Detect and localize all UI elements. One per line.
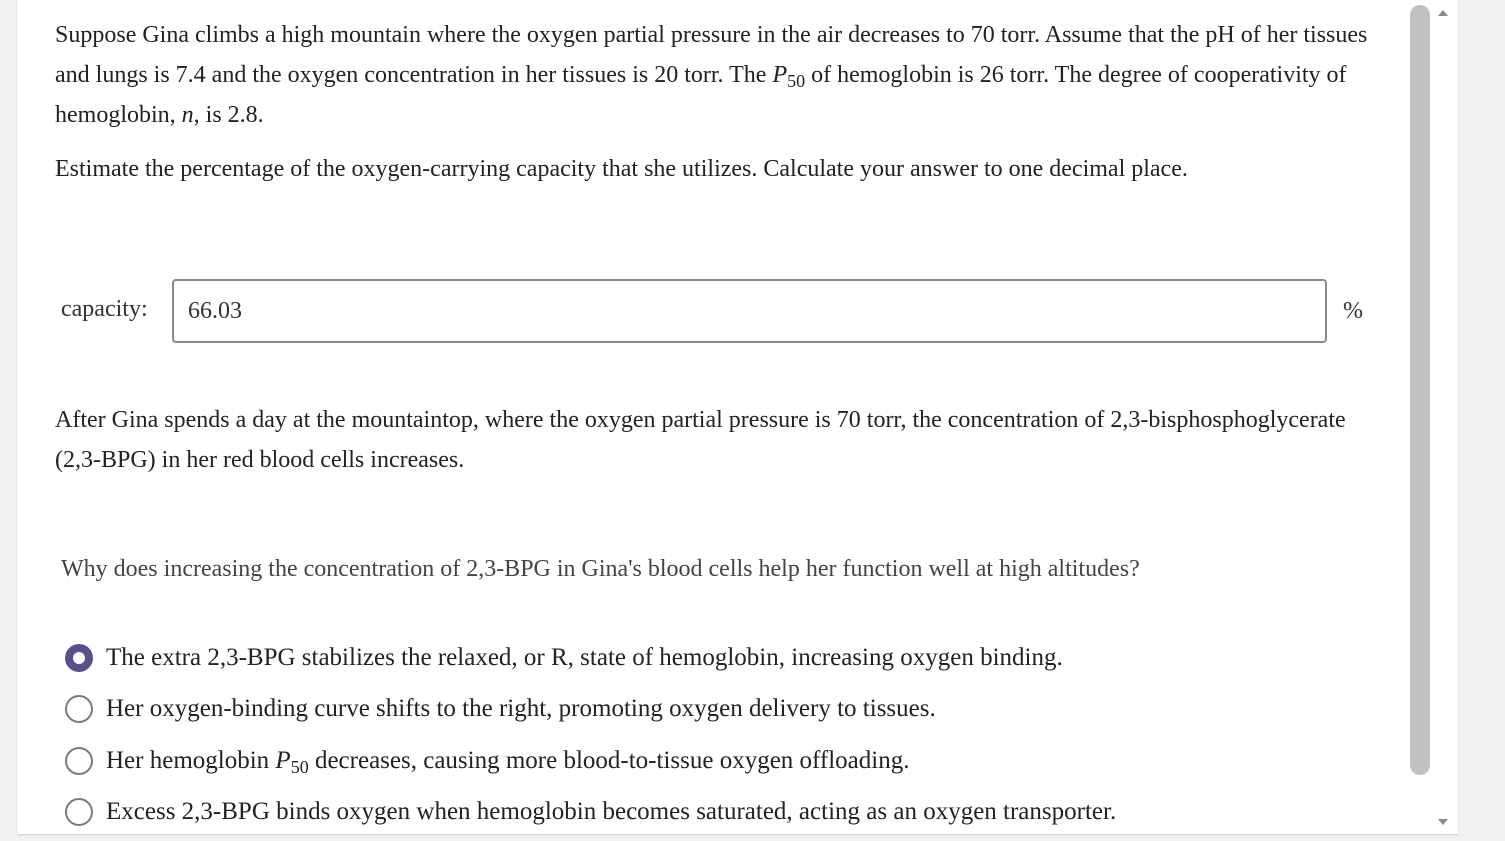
question-text: Why does increasing the concentration of 2,3-BPG in Gina's blood cells help her function well at high altitudes? — [61, 556, 1140, 582]
radio-icon[interactable] — [65, 798, 93, 826]
scroll-down-arrow-icon[interactable] — [1438, 819, 1448, 825]
capacity-label: capacity: — [61, 296, 148, 322]
option-3[interactable] — [65, 740, 1325, 784]
scrollbar-thumb[interactable] — [1410, 5, 1430, 775]
p50-symbol: $P_{50}$ — [772, 62, 806, 91]
option-label: Excess 2,3-BPG binds oxygen when hemoglobin becomes saturated, acting as an oxygen transporter. — [106, 798, 1117, 825]
percent-unit: % — [1343, 298, 1363, 324]
option-4[interactable] — [65, 791, 1325, 835]
scroll-up-arrow-icon[interactable] — [1438, 10, 1448, 16]
option-label: Her hemoglobin $P_{50}$ decreases, causing more blood-to-tissue oxygen offloading. — [106, 747, 910, 777]
problem-statement: Suppose Gina climbs a high mountain where the oxygen partial pressure in the air decreases to 70 torr. Assume that the pH of her tissues and lungs is 7.4 and the oxygen concentration in her tissues is 20 torr. The $P_{50}$ of hemoglobin is 26 torr. The degree of cooperativity of hemoglobin, n, is 2.8. — [55, 22, 1368, 128]
option-label: Her oxygen-binding curve shifts to the right, promoting oxygen delivery to tissues. — [106, 695, 936, 722]
radio-icon[interactable] — [65, 747, 93, 775]
answer-row — [61, 279, 1381, 343]
radio-icon[interactable] — [65, 695, 93, 723]
n-symbol: n — [181, 102, 194, 128]
option-1[interactable] — [65, 637, 1325, 681]
followup-text: After Gina spends a day at the mountaintop, where the oxygen partial pressure is 70 torr, the concentration of 2,3-bisphosphoglycerate (2,3-BPG) in her red blood cells increases. — [55, 407, 1346, 473]
vertical-scrollbar[interactable] — [1428, 0, 1458, 834]
capacity-input[interactable] — [172, 279, 1327, 343]
question-panel — [17, 0, 1458, 835]
option-2[interactable] — [65, 688, 1325, 732]
radio-selected-icon[interactable] — [65, 644, 93, 672]
option-label: The extra 2,3-BPG stabilizes the relaxed, or R, state of hemoglobin, increasing oxygen binding. — [106, 644, 1063, 671]
instruction-text: Estimate the percentage of the oxygen-carrying capacity that she utilizes. Calculate your answer to one decimal place. — [55, 156, 1188, 182]
